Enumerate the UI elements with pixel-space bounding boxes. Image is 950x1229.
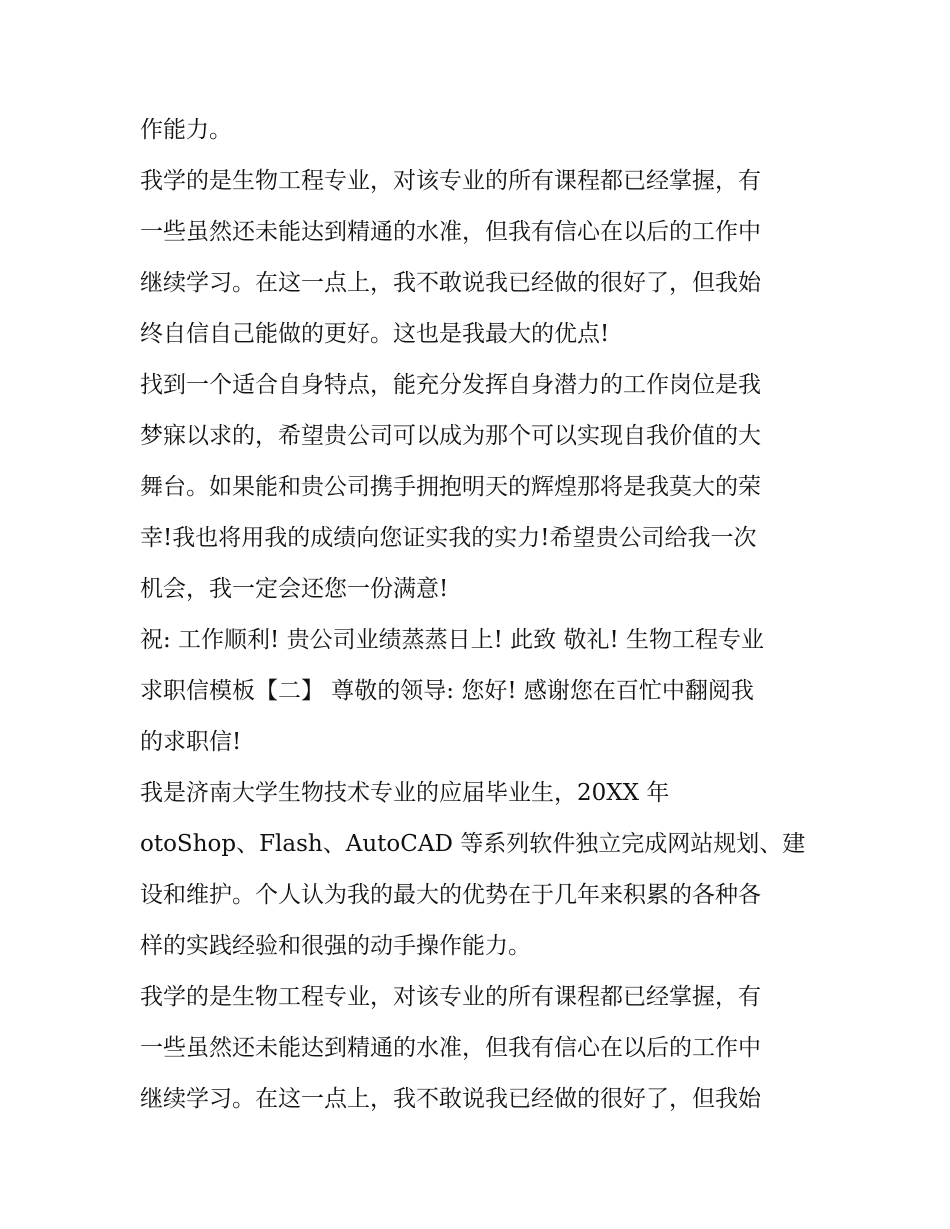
text-line: 我学的是生物工程专业，对该专业的所有课程都已经掌握，有 xyxy=(140,168,761,194)
text-line: 幸!我也将用我的成绩向您证实我的实力!希望贵公司给我一次 xyxy=(140,525,757,551)
text-line: 继续学习。在这一点上，我不敢说我已经做的很好了，但我始 xyxy=(140,1086,761,1112)
text-line: 继续学习。在这一点上，我不敢说我已经做的很好了，但我始 xyxy=(140,270,761,296)
text-line: 终自信自己能做的更好。这也是我最大的优点! xyxy=(140,321,610,347)
text-line: 找到一个适合自身特点，能充分发挥自身潜力的工作岗位是我 xyxy=(140,372,761,398)
text-line: 的求职信! xyxy=(140,729,242,755)
text-line: 样的实践经验和很强的动手操作能力。 xyxy=(140,933,531,959)
text-line: 我是济南大学生物技术专业的应届毕业生，20XX 年 xyxy=(140,780,670,806)
text-line: 设和维护。个人认为我的最大的优势在于几年来积累的各种各 xyxy=(140,882,761,908)
text-line: 一些虽然还未能达到精通的水准，但我有信心在以后的工作中 xyxy=(140,219,761,245)
text-line: 我学的是生物工程专业，对该专业的所有课程都已经掌握，有 xyxy=(140,984,761,1010)
text-line: 一些虽然还未能达到精通的水准，但我有信心在以后的工作中 xyxy=(140,1035,761,1061)
text-line: 求职信模板【二】 尊敬的领导: 您好! 感谢您在百忙中翻阅我 xyxy=(140,678,754,704)
text-line: 梦寐以求的，希望贵公司可以成为那个可以实现自我价值的大 xyxy=(140,423,761,449)
text-line: otoShop、Flash、AutoCAD 等系列软件独立完成网站规划、建 xyxy=(140,831,806,857)
text-line: 舞台。如果能和贵公司携手拥抱明天的辉煌那将是我莫大的荣 xyxy=(140,474,761,500)
text-line: 作能力。 xyxy=(140,117,232,143)
text-line: 机会，我一定会还您一份满意! xyxy=(140,576,449,602)
document-body xyxy=(140,105,820,1125)
text-line: 祝: 工作顺利! 贵公司业绩蒸蒸日上! 此致 敬礼! 生物工程专业 xyxy=(140,627,765,653)
